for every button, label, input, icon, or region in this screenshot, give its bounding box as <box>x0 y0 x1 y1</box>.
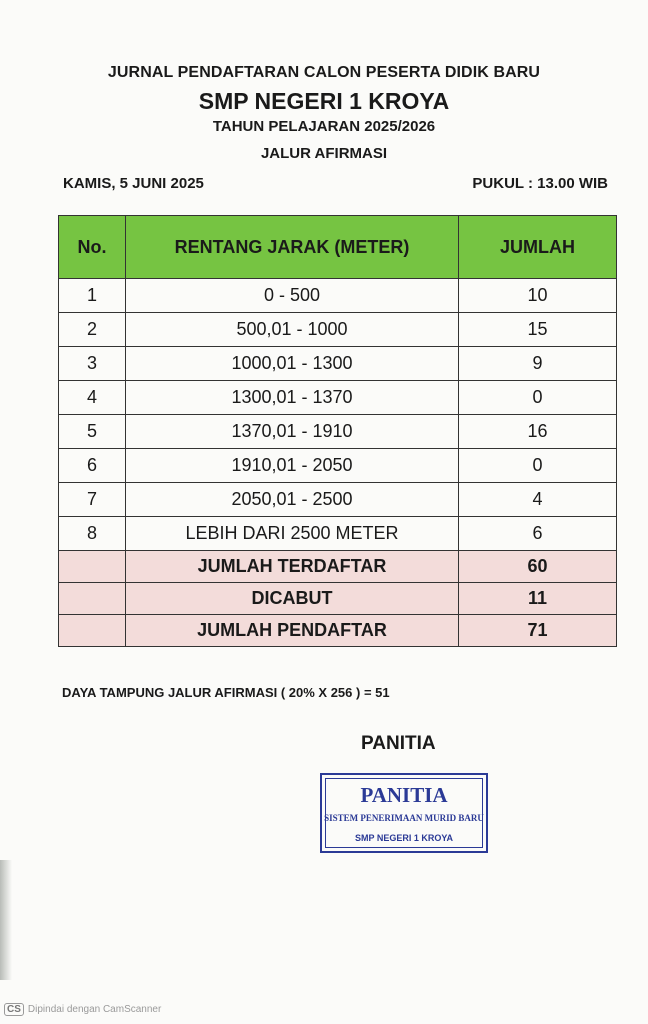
row-range: 1000,01 - 1300 <box>126 347 459 381</box>
row-no: 3 <box>59 347 126 381</box>
summary-count: 71 <box>459 615 617 647</box>
summary-row-registered <box>59 551 617 583</box>
row-no: 2 <box>59 313 126 347</box>
table-row <box>59 279 617 313</box>
summary-count: 11 <box>459 583 617 615</box>
row-count: 6 <box>459 517 617 551</box>
row-range: LEBIH DARI 2500 METER <box>126 517 459 551</box>
distance-table <box>58 215 617 647</box>
row-range: 1300,01 - 1370 <box>126 381 459 415</box>
table-row <box>59 449 617 483</box>
capacity-note: DAYA TAMPUNG JALUR AFIRMASI ( 20% X 256 ) = 51 <box>62 685 390 700</box>
admission-path: JALUR AFIRMASI <box>260 145 388 162</box>
row-count: 15 <box>459 313 617 347</box>
row-count: 0 <box>459 381 617 415</box>
row-no: 7 <box>59 483 126 517</box>
summary-label: DICABUT <box>126 583 459 615</box>
stamp-title: PANITIA <box>360 783 448 807</box>
summary-count: 60 <box>459 551 617 583</box>
academic-year: TAHUN PELAJARAN 2025/2026 <box>212 118 436 135</box>
scan-shadow <box>0 860 12 980</box>
row-no: 1 <box>59 279 126 313</box>
school-name: SMP NEGERI 1 KROYA <box>198 88 450 114</box>
row-range: 2050,01 - 2500 <box>126 483 459 517</box>
row-no: 8 <box>59 517 126 551</box>
table-row <box>59 415 617 449</box>
table-row <box>59 381 617 415</box>
summary-blank <box>59 583 126 615</box>
watermark-text: Dipindai dengan CamScanner <box>27 1004 162 1015</box>
header-count: JUMLAH <box>459 216 617 279</box>
row-count: 4 <box>459 483 617 517</box>
committee-stamp <box>320 773 488 853</box>
camscanner-watermark <box>4 1003 161 1016</box>
row-count: 10 <box>459 279 617 313</box>
journal-title: JURNAL PENDAFTARAN CALON PESERTA DIDIK BARU <box>107 64 541 81</box>
summary-blank <box>59 551 126 583</box>
row-no: 6 <box>59 449 126 483</box>
report-date: KAMIS, 5 JUNI 2025 <box>63 175 204 192</box>
table-row <box>59 517 617 551</box>
summary-row-applicants <box>59 615 617 647</box>
header-range: RENTANG JARAK (METER) <box>126 216 459 279</box>
stamp-line3: SMP NEGERI 1 KROYA <box>354 833 454 843</box>
table-row <box>59 483 617 517</box>
report-time: PUKUL : 13.00 WIB <box>472 175 608 192</box>
summary-label: JUMLAH PENDAFTAR <box>126 615 459 647</box>
summary-row-withdrawn <box>59 583 617 615</box>
row-range: 500,01 - 1000 <box>126 313 459 347</box>
row-range: 1910,01 - 2050 <box>126 449 459 483</box>
summary-blank <box>59 615 126 647</box>
table-row <box>59 347 617 381</box>
camscanner-icon: CS <box>4 1003 24 1016</box>
row-count: 0 <box>459 449 617 483</box>
signature-label: PANITIA <box>361 733 436 754</box>
row-count: 9 <box>459 347 617 381</box>
header-no: No. <box>59 216 126 279</box>
summary-label: JUMLAH TERDAFTAR <box>126 551 459 583</box>
row-range: 1370,01 - 1910 <box>126 415 459 449</box>
row-range: 0 - 500 <box>126 279 459 313</box>
row-no: 4 <box>59 381 126 415</box>
stamp-line2: SISTEM PENERIMAAN MURID BARU <box>324 813 484 823</box>
table-row <box>59 313 617 347</box>
table-header-row <box>59 216 617 279</box>
row-no: 5 <box>59 415 126 449</box>
row-count: 16 <box>459 415 617 449</box>
